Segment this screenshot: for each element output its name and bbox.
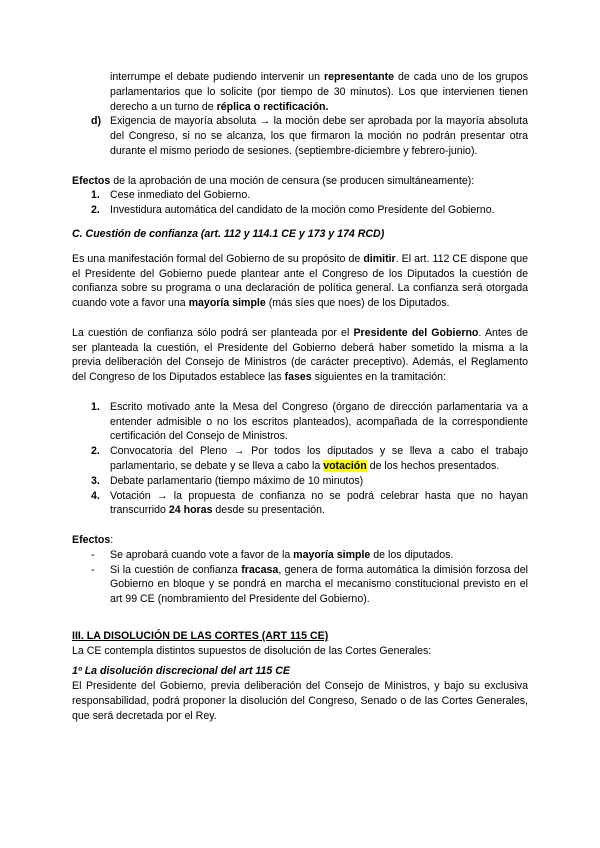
text-run: interrumpe el debate pudiendo intervenir un: [110, 71, 324, 83]
text-run: de cada uno de los grupos parlamentarios que lo solicite (por tiempo de 30 minutos). Los que intervienen tienen derecho a un turno de: [110, 71, 528, 113]
text-run: La cuestión de confianza sólo podrá ser planteada por el: [72, 326, 354, 339]
text-run: de los hechos presentados.: [366, 459, 500, 472]
text-run: Se aprobará cuando vote a favor de la: [110, 548, 294, 561]
text-run: de los diputados.: [370, 548, 454, 561]
text-run: Convocatoria del Pleno → Por todos los diputados y se lleva a cabo el trabajo parlamentario, se debate y se lleva a cabo la: [110, 445, 528, 472]
item-text: [110, 489, 528, 519]
highlighted-bold-run: votación: [323, 459, 367, 472]
phase-item: [91, 400, 528, 444]
list-marker: 3.: [91, 474, 100, 487]
section-c-paragraph-1: [72, 252, 528, 311]
text-run: :: [110, 533, 114, 546]
section-iii-heading: III. LA DISOLUCIÓN DE LAS CORTES (ART 115 CE): [72, 629, 329, 642]
item-text: [110, 548, 528, 563]
subsection-text: El Presidente del Gobierno, previa deliberación del Consejo de Ministros, y bajo su exclusiva responsabilidad, podrá proponer la disolución del Congreso, Senado o de las Cortes Generales, que será decretada por el Rey.: [72, 680, 528, 722]
item-c-continuation: [110, 70, 528, 114]
item-text: Cese inmediato del Gobierno.: [110, 189, 251, 202]
text-run: desde su presentación.: [212, 504, 325, 517]
phase-item: [91, 444, 528, 474]
bold-run: dimitir: [363, 252, 396, 265]
bullet-item: [91, 548, 528, 563]
bold-run: mayoría simple: [188, 297, 266, 310]
bold-run: Efectos: [72, 174, 111, 187]
item-text: Exigencia de mayoría absoluta → la moción debe ser aprobada por la mayoría absoluta del Congreso, si no se alcanza, los que firmaron la moción no podrán presentar otra durante el mismo periodo de sesiones. (septiembre-diciembre y febrero-junio).: [110, 115, 528, 157]
list-marker: d): [91, 115, 101, 128]
item-d: [91, 114, 528, 158]
list-marker: 2.: [91, 445, 100, 458]
bold-run: fracasa: [241, 563, 279, 576]
item-text: Escrito motivado ante la Mesa del Congreso (órgano de dirección parlamentaria va a entender admisible o no los escritos planteados), acompañada de la correspondiente certificación del Consejo de Ministros.: [110, 400, 528, 443]
dash-marker: -: [91, 548, 95, 561]
text-run: de la aprobación de una moción de censura (se producen simultáneamente):: [110, 174, 475, 187]
bold-run: 24 horas: [168, 504, 213, 517]
subsection-heading: 1º La disolución discrecional del art 115 CE: [72, 665, 290, 678]
section-c-paragraph-2: [72, 326, 528, 385]
bold-run: fases: [284, 371, 312, 384]
item-text: Debate parlamentario (tiempo máximo de 10 minutos): [110, 474, 364, 487]
item-text: [110, 563, 528, 607]
text-run: Es una manifestación formal del Gobierno de su propósito de: [72, 252, 364, 265]
dash-marker: -: [91, 563, 95, 576]
efectos-censura-intro: [72, 174, 528, 189]
text-run: Votación → la propuesta de confianza no se podrá celebrar hasta que no hayan transcurrido: [110, 489, 528, 517]
list-item: [91, 188, 528, 203]
bullet-item: [91, 563, 528, 607]
phase-item: [91, 489, 528, 519]
bold-run: réplica o rectificación.: [216, 100, 329, 113]
text-run: . El art. 112 CE dispone que el Presidente del Gobierno puede plantear ante el Congreso de los Diputados la cuestión de confianza sobre su programa o una declaración de política general. La confianza será otorgada cuando vote a favor una: [72, 252, 528, 310]
section-iii-intro: La CE contempla distintos supuestos de disolución de las Cortes Generales:: [72, 644, 432, 657]
list-marker: 4.: [91, 489, 100, 502]
bold-run: Efectos: [72, 533, 111, 546]
text-run: Si la cuestión de confianza: [110, 563, 242, 576]
list-item: [91, 203, 528, 218]
efectos-confianza-label: [72, 533, 528, 548]
document-page: [72, 70, 528, 724]
list-marker: 2.: [91, 204, 100, 217]
text-run: , genera de forma automática la dimisión forzosa del Gobierno en bloque y se pondrá en marcha el mecanismo constitucional previsto en el art 99 CE (nombramiento del Presidente del Gobierno).: [110, 563, 528, 606]
item-text: [110, 444, 528, 474]
bold-run: Presidente del Gobierno: [353, 326, 479, 339]
text-run: . Antes de ser planteada la cuestión, el Presidente del Gobierno deberá haber sometido la misma a la previa deliberación del Consejo de Ministros (de carácter preceptivo). Además, el Reglamento del Congreso de los Diputados establece las: [72, 326, 528, 384]
list-marker: 1.: [91, 189, 100, 202]
item-text: Investidura automática del candidato de la moción como Presidente del Gobierno.: [110, 204, 495, 217]
text-run: siguientes en la tramitación:: [311, 371, 446, 384]
list-marker: 1.: [91, 400, 100, 413]
bold-run: mayoría simple: [293, 548, 371, 561]
phase-item: [91, 474, 528, 489]
bold-run: representante: [324, 71, 395, 83]
text-run: (más síes que noes) de los Diputados.: [265, 297, 450, 310]
section-c-heading: C. Cuestión de confianza (art. 112 y 114.1 CE y 173 y 174 RCD): [72, 227, 385, 240]
